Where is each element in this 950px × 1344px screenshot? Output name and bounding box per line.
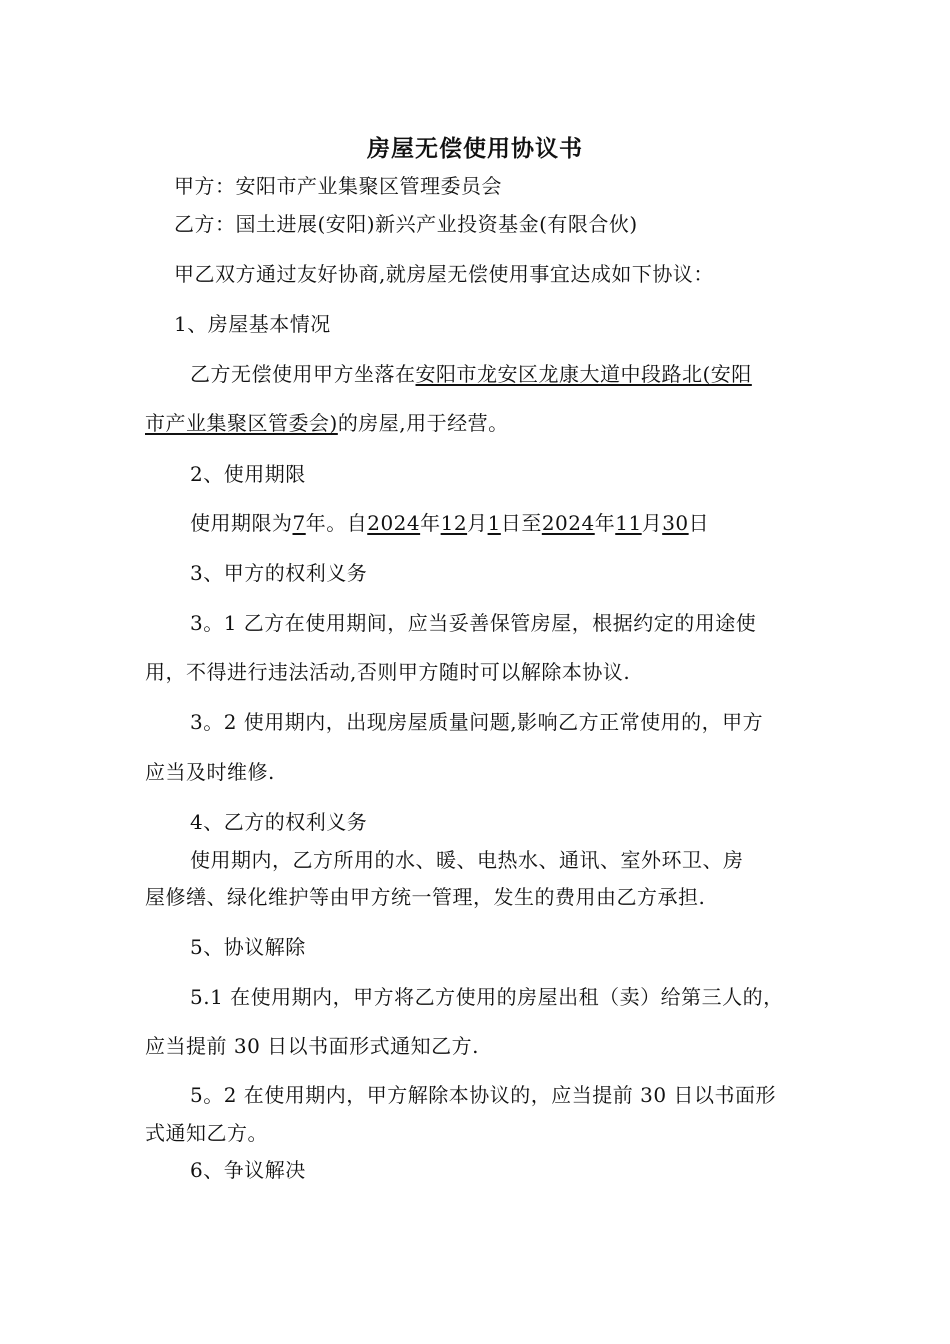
start-month: 12 <box>440 511 468 535</box>
term-text: 月 <box>641 511 663 535</box>
term-years: 7 <box>292 511 306 535</box>
term-text: 年。自 <box>305 511 368 535</box>
clause-3-1-line-1: 3。1 乙方在使用期间，应当妥善保管房屋，根据约定的用途使 <box>190 611 757 635</box>
term-text: 日至 <box>500 511 542 535</box>
party-a: 甲方：安阳市产业集聚区管理委员会 <box>174 174 502 198</box>
section-4-line-2: 屋修缮、绿化维护等由甲方统一管理，发生的费用由乙方承担. <box>145 885 706 909</box>
term-text: 年 <box>594 511 616 535</box>
section-1-heading: 1、房屋基本情况 <box>174 312 331 336</box>
clause-5-2-line-1: 5。2 在使用期内，甲方解除本协议的，应当提前 30 日以书面形 <box>190 1083 776 1107</box>
end-year: 2024 <box>541 511 595 535</box>
start-year: 2024 <box>367 511 421 535</box>
property-location: 安阳市龙安区龙康大道中段路北(安阳 <box>415 362 752 386</box>
section-2-term-line <box>190 510 709 536</box>
section-6-heading: 6、争议解决 <box>190 1158 306 1182</box>
intro-paragraph: 甲乙双方通过友好协商,就房屋无偿使用事宜达成如下协议： <box>174 262 714 286</box>
section-5-heading: 5、协议解除 <box>190 935 306 959</box>
end-month: 11 <box>615 511 642 535</box>
clause-3-2-line-2: 应当及时维修. <box>145 760 275 784</box>
clause-5-1-line-2: 应当提前 30 日以书面形式通知乙方. <box>145 1034 480 1058</box>
section-4-line-1: 使用期内，乙方所用的水、暖、电热水、通讯、室外环卫、房 <box>190 848 744 872</box>
term-text: 月 <box>467 511 488 535</box>
section-1-line-1 <box>190 361 752 387</box>
term-text: 使用期限为 <box>190 511 293 535</box>
section-1-text: 乙方无偿使用甲方坐落在 <box>190 362 416 386</box>
clause-5-2-line-2: 式通知乙方。 <box>145 1121 268 1145</box>
start-day: 1 <box>487 511 501 535</box>
section-1-line-2 <box>145 410 509 436</box>
section-2-heading: 2、使用期限 <box>190 462 306 486</box>
party-b: 乙方：国土进展(安阳)新兴产业投资基金(有限合伙) <box>174 212 638 236</box>
document-title: 房屋无偿使用协议书 <box>367 135 583 162</box>
clause-5-1-line-1: 5.1 在使用期内，甲方将乙方使用的房屋出租（卖）给第三人的， <box>190 985 784 1009</box>
clause-3-2-line-1: 3。2 使用期内，出现房屋质量问题,影响乙方正常使用的，甲方 <box>190 710 764 734</box>
clause-3-1-line-2: 用，不得进行违法活动,否则甲方随时可以解除本协议. <box>145 660 631 684</box>
section-3-heading: 3、甲方的权利义务 <box>190 561 368 585</box>
property-location-cont: 市产业集聚区管委会) <box>145 411 338 435</box>
end-day: 30 <box>662 511 689 535</box>
term-text: 日 <box>688 511 710 535</box>
term-text: 年 <box>420 511 441 535</box>
section-1-text-end: 的房屋,用于经营。 <box>337 411 509 435</box>
section-4-heading: 4、乙方的权利义务 <box>190 810 368 834</box>
